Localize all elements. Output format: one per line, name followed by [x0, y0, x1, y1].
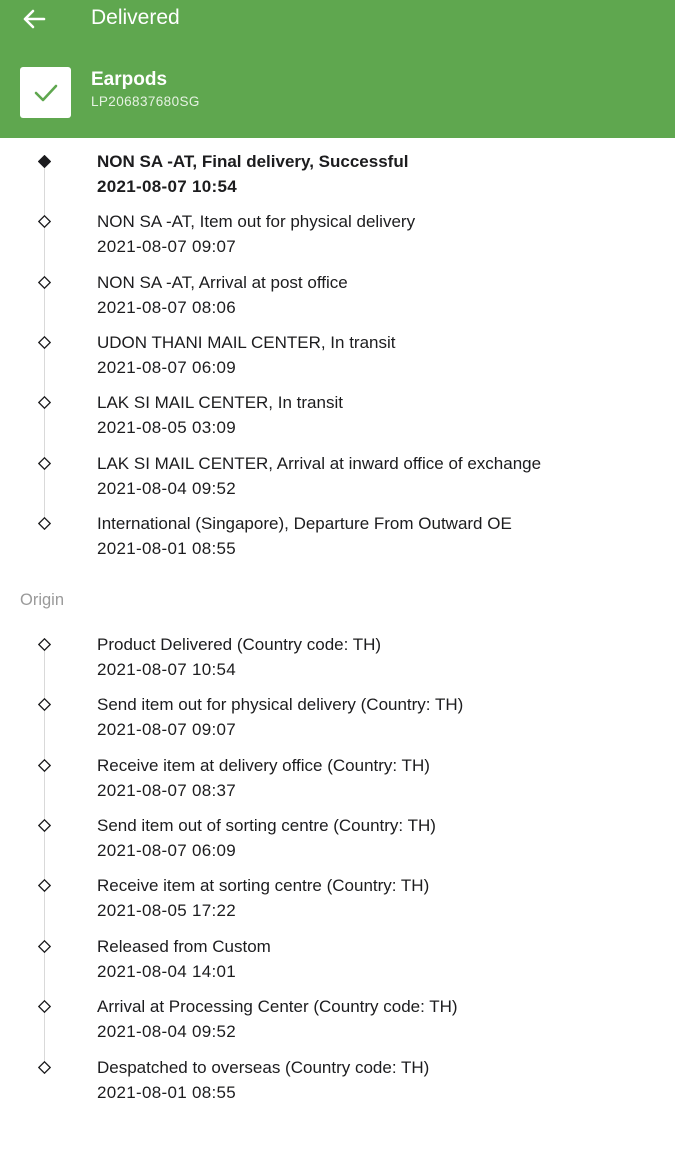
event-datetime: 2021-08-07 09:07 — [97, 237, 237, 256]
event-description: International (Singapore), Departure From Outward OE — [97, 514, 512, 533]
event-description: NON SA -AT, Item out for physical delivery — [97, 212, 416, 231]
timeline-event — [0, 332, 675, 384]
event-datetime: 2021-08-07 10:54 — [97, 177, 237, 196]
hollow-diamond-icon — [38, 698, 51, 711]
timeline-event — [0, 211, 675, 263]
page-title: Delivered — [91, 6, 180, 29]
timeline-event — [0, 513, 675, 565]
timeline-event — [0, 875, 675, 927]
event-description: Despatched to overseas (Country code: TH) — [97, 1058, 430, 1077]
event-datetime: 2021-08-01 08:55 — [97, 1083, 237, 1102]
timeline-event — [0, 272, 675, 324]
event-datetime: 2021-08-05 17:22 — [97, 901, 237, 920]
event-datetime: 2021-08-07 10:54 — [97, 660, 237, 679]
hollow-diamond-icon — [38, 1061, 51, 1074]
timeline-event — [0, 936, 675, 988]
event-datetime: 2021-08-05 03:09 — [97, 418, 237, 437]
event-datetime: 2021-08-01 08:55 — [97, 539, 237, 558]
event-datetime: 2021-08-04 14:01 — [97, 962, 237, 981]
event-description: Arrival at Processing Center (Country code: TH) — [97, 997, 458, 1016]
header-bar — [0, 0, 675, 138]
event-datetime: 2021-08-07 06:09 — [97, 358, 237, 377]
event-datetime: 2021-08-07 09:07 — [97, 720, 237, 739]
timeline-event — [0, 694, 675, 746]
event-description: Send item out for physical delivery (Country: TH) — [97, 695, 464, 714]
hollow-diamond-icon — [38, 940, 51, 953]
event-description: Released from Custom — [97, 937, 271, 956]
timeline-event — [0, 392, 675, 444]
hollow-diamond-icon — [38, 215, 51, 228]
destination-timeline — [0, 151, 675, 561]
hollow-diamond-icon — [38, 638, 51, 651]
timeline-event — [0, 634, 675, 686]
hollow-diamond-icon — [38, 1000, 51, 1013]
event-description: NON SA -AT, Arrival at post office — [97, 273, 348, 292]
event-datetime: 2021-08-07 08:37 — [97, 781, 237, 800]
event-description: Receive item at sorting centre (Country: TH) — [97, 876, 430, 895]
hollow-diamond-icon — [38, 276, 51, 289]
timeline-event — [0, 755, 675, 807]
event-datetime: 2021-08-04 09:52 — [97, 1022, 237, 1041]
event-description: LAK SI MAIL CENTER, Arrival at inward office of exchange — [97, 454, 542, 473]
event-description: LAK SI MAIL CENTER, In transit — [97, 393, 343, 412]
hollow-diamond-icon — [38, 396, 51, 409]
hollow-diamond-icon — [38, 517, 51, 530]
event-description: UDON THANI MAIL CENTER, In transit — [97, 333, 396, 352]
event-datetime: 2021-08-04 09:52 — [97, 479, 237, 498]
item-name: Earpods — [91, 69, 168, 90]
origin-section-label: Origin — [20, 591, 65, 609]
back-arrow-icon — [22, 8, 46, 30]
event-datetime: 2021-08-07 06:09 — [97, 841, 237, 860]
timeline-event — [0, 815, 675, 867]
hollow-diamond-icon — [38, 457, 51, 470]
tracking-number: LP206837680SG — [91, 94, 200, 109]
hollow-diamond-icon — [38, 336, 51, 349]
back-button[interactable] — [16, 2, 52, 36]
delivered-status-badge — [20, 67, 71, 118]
timeline-event — [0, 1057, 675, 1109]
checkmark-icon — [33, 83, 59, 103]
timeline-event — [0, 453, 675, 505]
event-description: Send item out of sorting centre (Country: TH) — [97, 816, 436, 835]
origin-timeline — [0, 634, 675, 1114]
filled-diamond-icon — [38, 155, 51, 168]
hollow-diamond-icon — [38, 879, 51, 892]
event-description: Product Delivered (Country code: TH) — [97, 635, 382, 654]
event-description: NON SA -AT, Final delivery, Successful — [97, 152, 409, 171]
event-datetime: 2021-08-07 08:06 — [97, 298, 237, 317]
hollow-diamond-icon — [38, 819, 51, 832]
timeline-event — [0, 151, 675, 203]
hollow-diamond-icon — [38, 759, 51, 772]
event-description: Receive item at delivery office (Country: TH) — [97, 756, 430, 775]
timeline-event — [0, 996, 675, 1048]
